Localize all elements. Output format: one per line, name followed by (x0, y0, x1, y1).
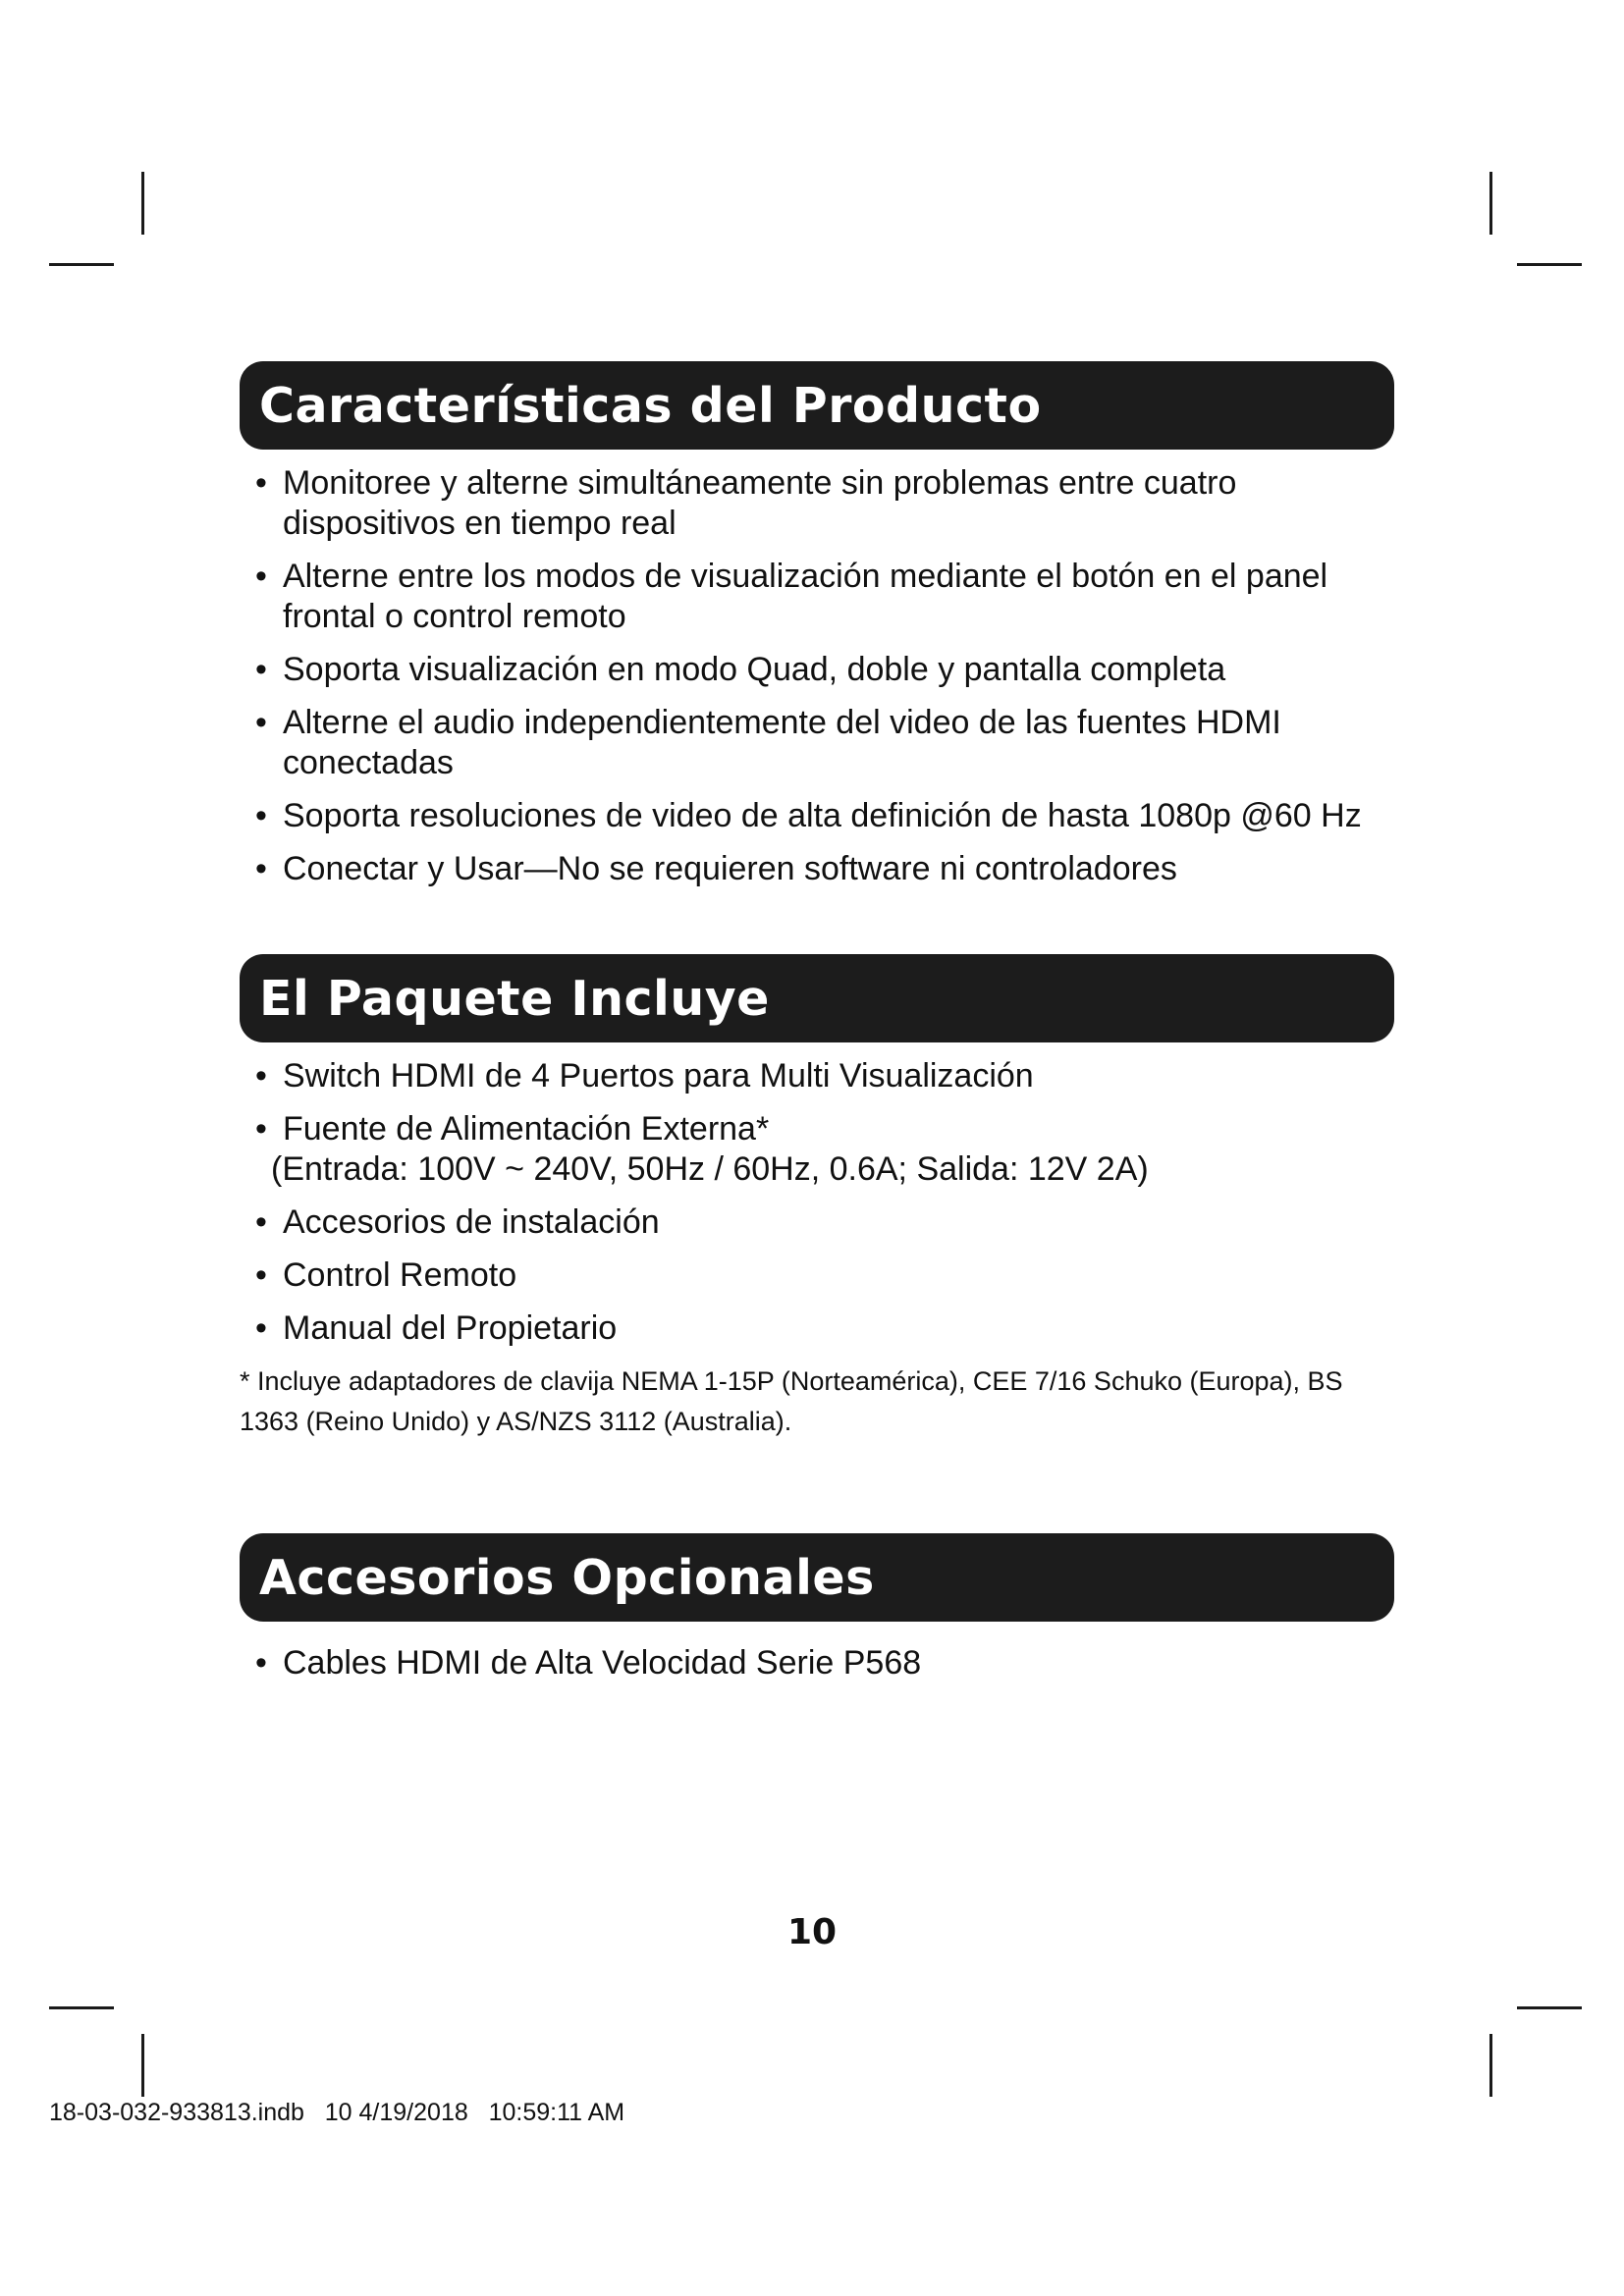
section-title: Características del Producto (240, 361, 1394, 450)
page-number: 10 (786, 1912, 838, 1952)
list-item: • Alterne el audio independientemente del video de las fuentes HDMI conectadas (240, 703, 1394, 783)
crop-mark (141, 2034, 144, 2097)
list-item: • Soporta resoluciones de video de alta definición de hasta 1080p @60 Hz (240, 796, 1394, 836)
package-list (240, 1056, 1394, 1349)
crop-mark (1517, 2006, 1582, 2009)
section-paquete (240, 954, 1394, 1442)
list-item: • Conectar y Usar—No se requieren software ni controladores (240, 849, 1394, 889)
list-item: • Cables HDMI de Alta Velocidad Serie P568 (240, 1643, 1394, 1683)
feature-list (240, 463, 1394, 889)
crop-mark (49, 2006, 114, 2009)
section-accesorios (240, 1533, 1394, 1696)
section-title: Accesorios Opcionales (240, 1533, 1394, 1622)
section-title: El Paquete Incluye (240, 954, 1394, 1042)
crop-mark (1489, 172, 1492, 235)
list-item: • Soporta visualización en modo Quad, doble y pantalla completa (240, 650, 1394, 690)
list-item (240, 1109, 1394, 1190)
crop-mark (1489, 2034, 1492, 2097)
print-slug: 18-03-032-933813.indb 10 4/19/2018 10:59:11 AM (49, 2099, 625, 2126)
accessories-list (240, 1643, 1394, 1683)
section-caracteristicas (240, 361, 1394, 902)
list-item: • Control Remoto (240, 1255, 1394, 1296)
list-item-subtext: (Entrada: 100V ~ 240V, 50Hz / 60Hz, 0.6A; Salida: 12V 2A) (271, 1150, 1149, 1188)
list-item-text: Fuente de Alimentación Externa* (283, 1110, 770, 1148)
crop-mark (141, 172, 144, 235)
footnote: * Incluye adaptadores de clavija NEMA 1-15P (Norteamérica), CEE 7/16 Schuko (Europa), BS 1363 (Reino Unido) y AS/NZS 3112 (Australia). (240, 1366, 1343, 1436)
list-item: • Accesorios de instalación (240, 1202, 1394, 1243)
crop-mark (49, 263, 114, 266)
list-item: • Manual del Propietario (240, 1308, 1394, 1349)
crop-mark (1517, 263, 1582, 266)
list-item: • Monitoree y alterne simultáneamente sin problemas entre cuatro dispositivos en tiempo real (240, 463, 1394, 544)
list-item: • Alterne entre los modos de visualización mediante el botón en el panel frontal o control remoto (240, 557, 1394, 637)
list-item: • Switch HDMI de 4 Puertos para Multi Visualización (240, 1056, 1394, 1096)
